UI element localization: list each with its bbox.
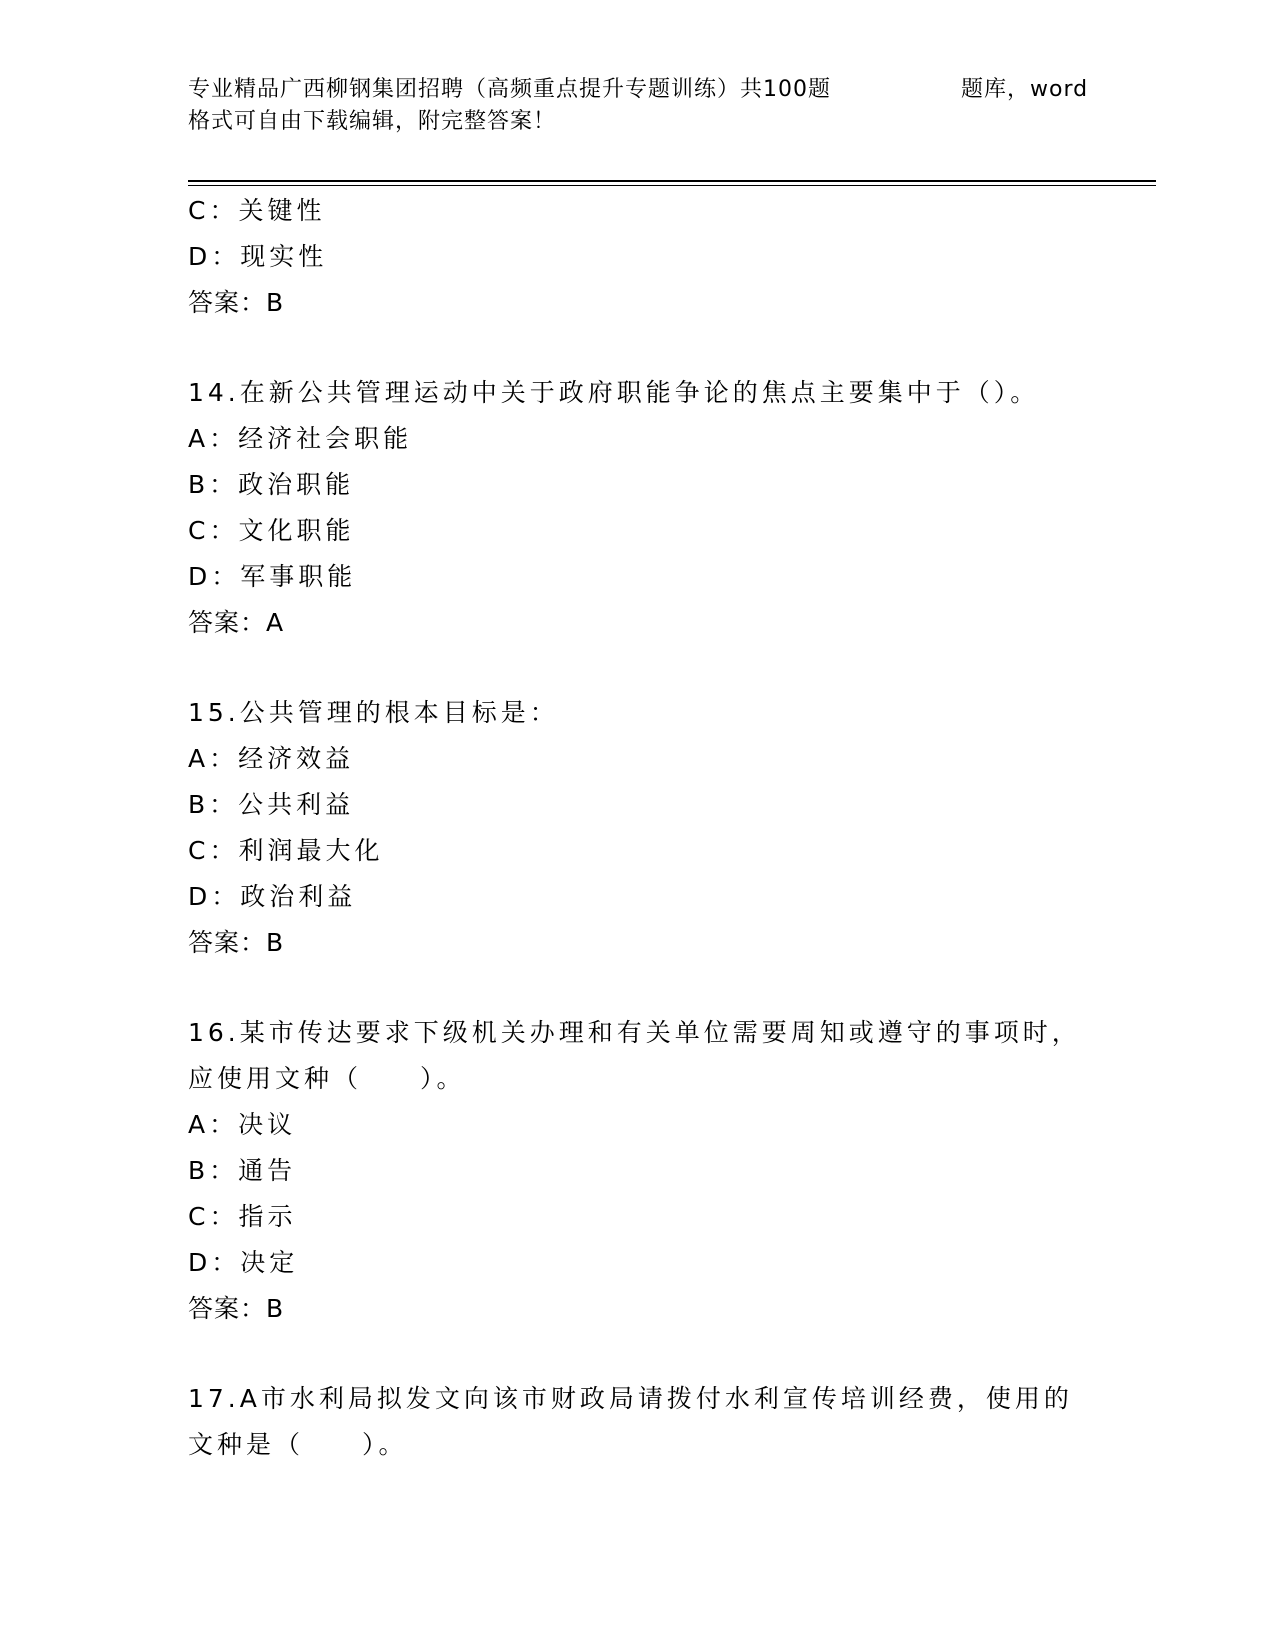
answer-line: 答案：B (188, 1294, 285, 1323)
question-stem-line-1: 16.某市传达要求下级机关办理和有关单位需要周知或遵守的事项时， (188, 1018, 1081, 1047)
question-15 (188, 690, 1078, 966)
option-d: D：军事职能 (188, 562, 357, 591)
option-b: B：公共利益 (188, 790, 355, 819)
header-line-1 (188, 74, 1088, 106)
option-d: D：政治利益 (188, 882, 357, 911)
question-stem: 14.在新公共管理运动中关于政府职能争论的焦点主要集中于（）。 (188, 378, 1040, 407)
question-14 (188, 370, 1078, 646)
option-c: C：文化职能 (188, 516, 355, 545)
header-title-suffix: 题库，word (961, 77, 1089, 102)
option-a: A：决议 (188, 1110, 297, 1139)
answer-line: 答案：A (188, 608, 285, 637)
header-subtitle: 格式可自由下载编辑，附完整答案！ (188, 109, 557, 134)
option-b: B：政治职能 (188, 470, 355, 499)
question-13-tail (188, 188, 1078, 326)
question-stem-line-1: 17.A市水利局拟发文向该市财政局请拨付水利宣传培训经费，使用的 (188, 1384, 1073, 1413)
option-c: C：指示 (188, 1202, 297, 1231)
question-stem-line-2: 文种是（ ）。 (188, 1430, 408, 1459)
option-b: B：通告 (188, 1156, 297, 1185)
option-c: C：关键性 (188, 196, 326, 225)
question-stem: 15.公共管理的根本目标是： (188, 698, 559, 727)
question-17 (188, 1376, 1078, 1468)
header-divider-thick (188, 180, 1156, 182)
answer-line: 答案：B (188, 288, 285, 317)
document-header (188, 74, 1088, 138)
question-16 (188, 1010, 1081, 1332)
document-body (188, 188, 1081, 1468)
header-divider-thin (188, 185, 1156, 186)
answer-line: 答案：B (188, 928, 285, 957)
option-a: A：经济效益 (188, 744, 355, 773)
option-c: C：利润最大化 (188, 836, 384, 865)
question-stem-line-2: 应使用文种（ ）。 (188, 1064, 466, 1093)
header-title: 专业精品广西柳钢集团招聘（高频重点提升专题训练）共100题 (188, 77, 831, 102)
option-a: A：经济社会职能 (188, 424, 413, 453)
option-d: D：决定 (188, 1248, 299, 1277)
option-d: D：现实性 (188, 242, 328, 271)
